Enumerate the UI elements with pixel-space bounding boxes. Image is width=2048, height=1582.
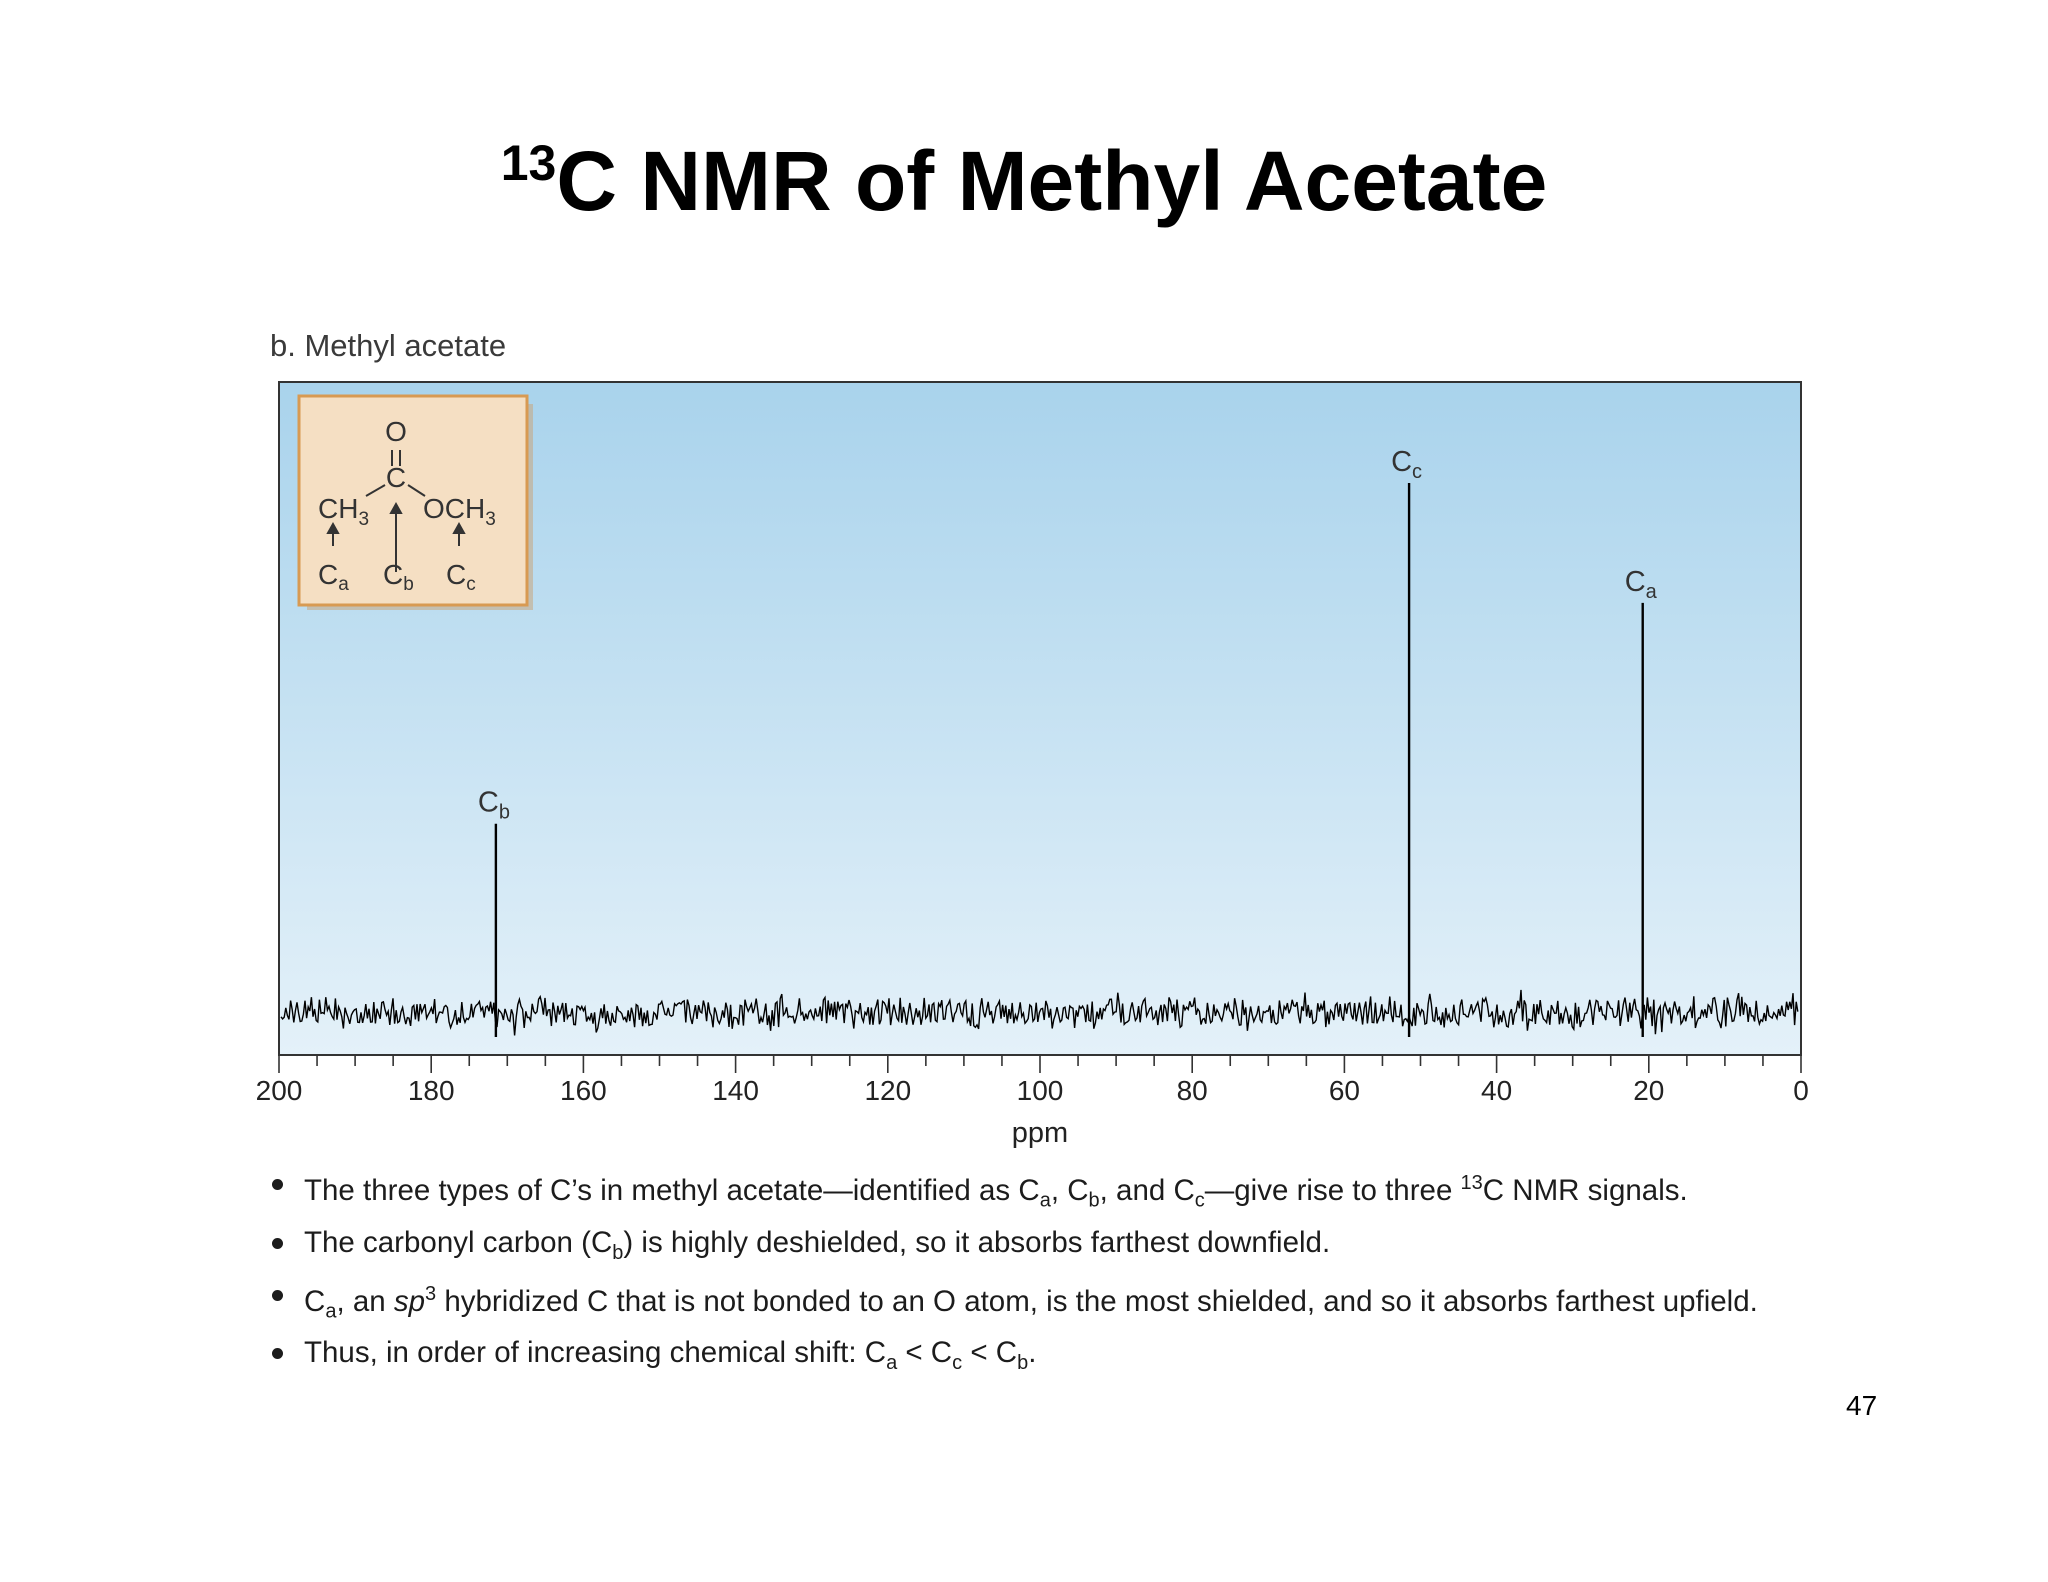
peak-label-ca: $C_a$ — [1624, 565, 1657, 603]
inset-label-cc-main: C — [446, 559, 467, 590]
x-tick-label: 60 — [1328, 1075, 1360, 1106]
title-text: C NMR of Methyl Acetate — [556, 134, 1548, 228]
bullet-text: , an — [336, 1284, 394, 1318]
carbonyl-oxygen-label: O — [385, 416, 407, 447]
page-number: 47 — [1846, 1390, 1878, 1421]
inset-label-ca-sub: a — [338, 574, 349, 595]
inset-label-cb-sub: b — [403, 574, 414, 595]
bullet-text: b — [1088, 1189, 1100, 1212]
peak-label-cc: $C_c$ — [1391, 445, 1423, 483]
bullet-text: , and C — [1099, 1173, 1195, 1207]
bullet-text: C NMR signals. — [1482, 1173, 1688, 1207]
bullet-text: —give rise to three — [1204, 1173, 1461, 1207]
bullet-text: 3 — [425, 1282, 437, 1305]
peak-label-cb: $C_b$ — [477, 786, 510, 824]
methyl-group-text: CH — [318, 493, 359, 524]
bullet-text: hybridized C that is not bonded to an O atom, is the most shielded, and so it absorbs farthest upfield. — [436, 1284, 1758, 1318]
bullet-text: sp — [393, 1284, 426, 1318]
panel-caption: b. Methyl acetate — [270, 328, 507, 363]
bullet-text: < C — [897, 1336, 953, 1370]
bullet-item — [262, 1222, 1822, 1274]
methoxy-group-text: OCH — [423, 493, 486, 524]
bullet-list — [262, 1163, 1822, 1384]
x-axis-tick-labels — [256, 1075, 1809, 1106]
methyl-group-subscript: 3 — [358, 509, 370, 530]
bullet-text: The three types of C’s in methyl acetate—identified as C — [304, 1173, 1040, 1207]
methoxy-group-subscript: 3 — [485, 509, 496, 530]
bullet-item — [262, 1163, 1822, 1222]
x-axis-ticks — [279, 1055, 1801, 1073]
inset-label-cb-main: C — [383, 559, 404, 590]
x-tick-label: 20 — [1633, 1075, 1665, 1106]
x-tick-label: 180 — [407, 1075, 455, 1106]
bullet-text: < C — [962, 1336, 1018, 1370]
bullet-text: a — [886, 1352, 898, 1375]
structure-inset — [299, 396, 533, 610]
bullet-text: Thus, in order of increasing chemical shift: C — [304, 1336, 887, 1370]
bullet-text: a — [325, 1300, 337, 1323]
x-axis-label: ppm — [1011, 1117, 1069, 1149]
bullet-text: b — [1017, 1352, 1029, 1375]
x-tick-label: 120 — [864, 1075, 912, 1106]
bullet-text: C — [304, 1284, 326, 1318]
bullet-text: 13 — [1460, 1172, 1483, 1194]
x-tick-label: 160 — [560, 1075, 607, 1106]
bullet-text: ) is highly deshielded, so it absorbs farthest downfield. — [623, 1225, 1331, 1259]
x-tick-label: 200 — [255, 1075, 303, 1106]
carbonyl-carbon-label: C — [385, 462, 407, 493]
inset-label-cc-sub: c — [466, 574, 476, 595]
x-tick-label: 80 — [1176, 1075, 1208, 1106]
bullet-text: , C — [1050, 1173, 1089, 1207]
x-tick-label: 140 — [712, 1075, 759, 1106]
bullet-text: The carbonyl carbon (C — [304, 1225, 613, 1259]
x-tick-label: 0 — [1793, 1075, 1809, 1106]
bullet-text: c — [952, 1352, 963, 1375]
title-superscript: 13 — [500, 135, 557, 191]
x-tick-label: 100 — [1016, 1075, 1064, 1106]
bullet-text: b — [612, 1241, 624, 1264]
bullet-item — [262, 1332, 1822, 1384]
inset-label-ca-main: C — [318, 559, 339, 590]
x-tick-label: 40 — [1481, 1075, 1513, 1106]
bullet-text: . — [1028, 1336, 1037, 1370]
bullet-item — [262, 1274, 1822, 1333]
bullet-text: a — [1039, 1189, 1051, 1212]
bullet-text: c — [1194, 1189, 1205, 1212]
